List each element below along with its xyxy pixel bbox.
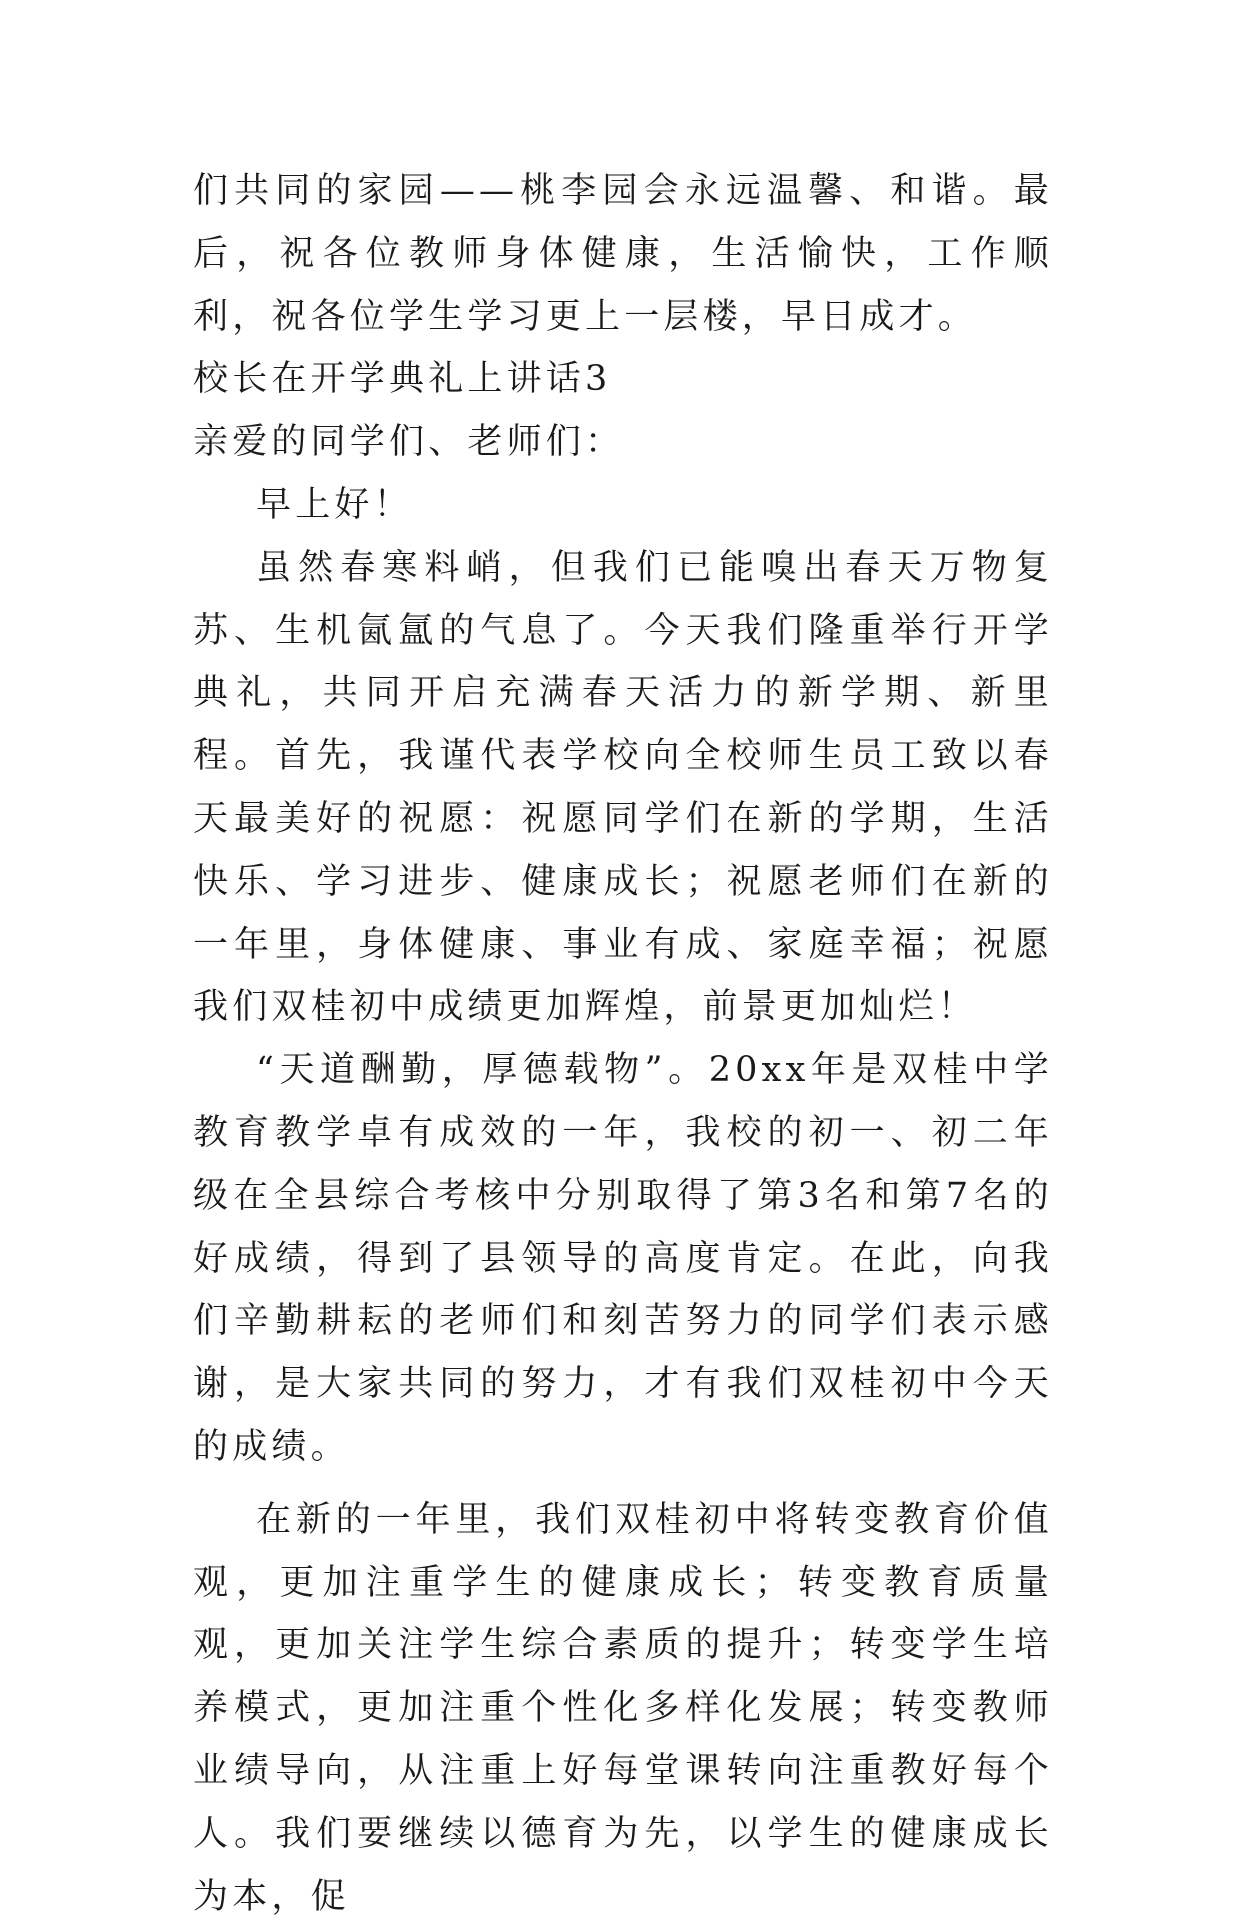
- paragraph-closing-continuation: 们共同的家园——桃李园会永远温馨、和谐。最后，祝各位教师身体健康，生活愉快，工作顺利，祝各位学生学习更上一层楼，早日成才。: [193, 171, 1053, 337]
- salutation: 亲爱的同学们、老师们：: [193, 422, 625, 463]
- paragraph-spring-wishes: 虽然春寒料峭，但我们已能嗅出春天万物复苏、生机氤氲的气息了。今天我们隆重举行开学典礼，共同开启充满春天活力的新学期、新里程。首先，我谨代表学校向全校师生员工致以春天最美好的祝愿：祝愿同学们在新的学期，生活快乐、学习进步、健康成长；祝愿老师们在新的一年里，身体健康、事业有成、家庭幸福；祝愿我们双桂初中成绩更加辉煌，前景更加灿烂！: [193, 547, 1053, 1028]
- document-body: [193, 160, 1053, 1928]
- paragraph-new-year-plans: 在新的一年里，我们双桂初中将转变教育价值观，更加注重学生的健康成长；转变教育质量观，更加关注学生综合素质的提升；转变学生培养模式，更加注重个性化多样化发展；转变教师业绩导向，从注重上好每堂课转向注重教好每个人。我们要继续以德育为先，以学生的健康成长为本，促: [193, 1499, 1053, 1917]
- paragraph-achievements: “天道酬勤，厚德载物”。20xx年是双桂中学教育教学卓有成效的一年，我校的初一、初二年级在全县综合考核中分别取得了第3名和第7名的好成绩，得到了县领导的高度肯定。在此，向我们辛勤耕耘的老师们和刻苦努力的同学们表示感谢，是大家共同的努力，才有我们双桂初中今天的成绩。: [193, 1050, 1053, 1467]
- greeting: 早上好！: [256, 484, 413, 525]
- speech-title: 校长在开学典礼上讲话3: [193, 359, 612, 400]
